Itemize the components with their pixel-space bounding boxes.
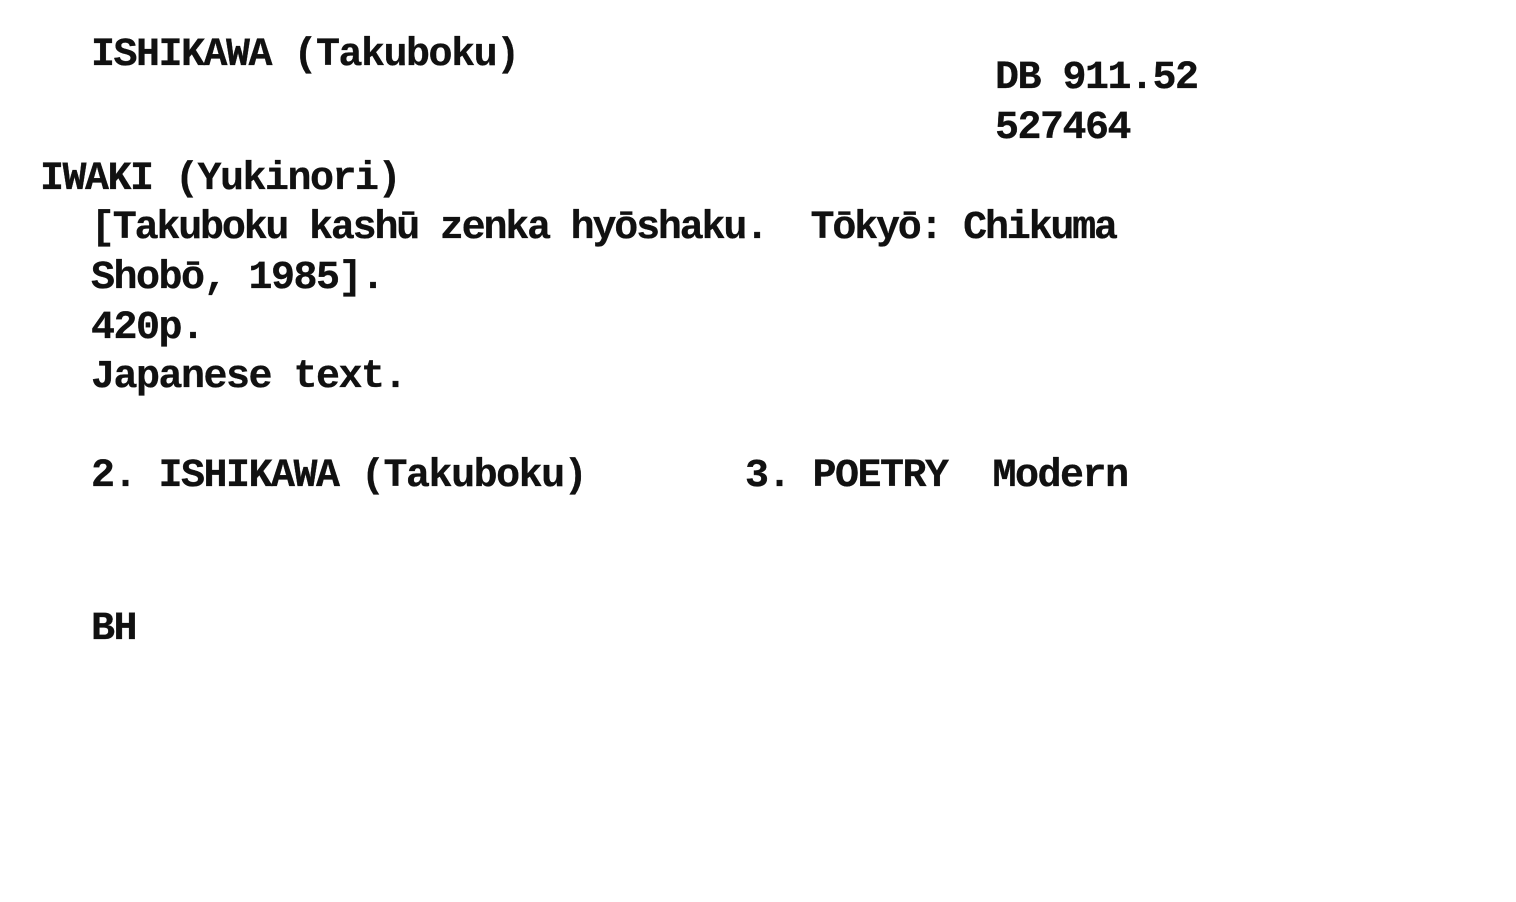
call-number-line-1: DB 911.52 — [995, 56, 1198, 101]
note: Japanese text. — [91, 355, 407, 400]
tracing-item-2: 2. ISHIKAWA (Takuboku) — [91, 454, 587, 499]
main-entry-author: IWAKI (Yukinori) — [40, 157, 401, 202]
tracing-item-3: 3. POETRY Modern — [745, 454, 1128, 499]
pagination: 420p. — [91, 306, 204, 351]
location-code: BH — [91, 607, 137, 652]
title-line-1: [Takuboku kashū zenka hyōshaku. Tōkyō: Chikuma — [91, 206, 1116, 251]
added-entry-heading: ISHIKAWA (Takuboku) — [91, 33, 519, 78]
call-number-line-2: 527464 — [995, 106, 1131, 151]
title-line-2: Shobō, 1985]. — [91, 256, 384, 301]
